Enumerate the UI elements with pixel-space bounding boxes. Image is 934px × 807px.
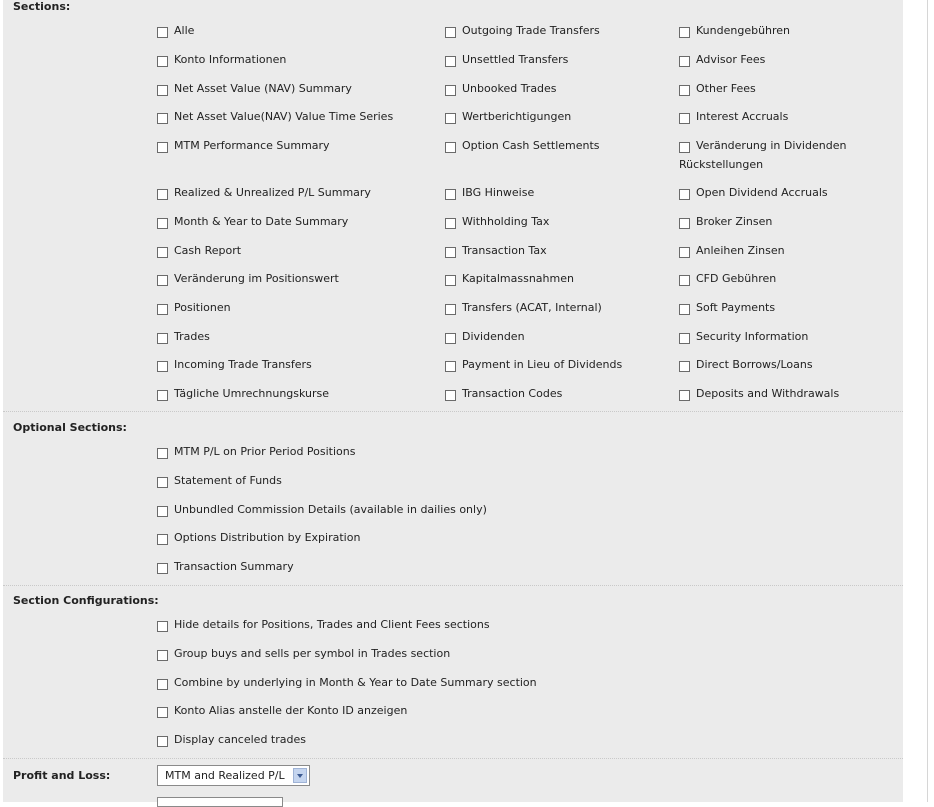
checkbox[interactable] <box>157 85 168 96</box>
checkbox-label[interactable]: Display canceled trades <box>174 733 306 746</box>
checkbox-label[interactable]: Cash Report <box>174 244 242 257</box>
checkbox-label[interactable]: Wertberichtigungen <box>462 110 572 123</box>
checkbox-label[interactable]: Advisor Fees <box>696 53 766 66</box>
checkbox[interactable] <box>445 361 456 372</box>
checkbox-label[interactable]: Konto Informationen <box>174 53 287 66</box>
checkbox[interactable] <box>157 621 168 632</box>
checkbox[interactable] <box>679 218 690 229</box>
checkbox[interactable] <box>679 113 690 124</box>
profit-and-loss-selected-value: MTM and Realized P/L <box>165 769 285 782</box>
checkbox-label[interactable]: Incoming Trade Transfers <box>174 358 312 371</box>
checkbox-label[interactable]: Statement of Funds <box>174 474 282 487</box>
checkbox-label[interactable]: Deposits and Withdrawals <box>696 387 840 400</box>
checkbox[interactable] <box>157 448 168 459</box>
checkbox[interactable] <box>157 218 168 229</box>
checkbox[interactable] <box>157 56 168 67</box>
checkbox-label[interactable]: Unsettled Transfers <box>462 53 569 66</box>
checkbox-label[interactable]: Alle <box>174 24 195 37</box>
checkbox[interactable] <box>679 56 690 67</box>
checkbox-label[interactable]: Konto Alias anstelle der Konto ID anzeigen <box>174 704 408 717</box>
checkbox-label[interactable]: Transfers (ACAT, Internal) <box>462 301 602 314</box>
checkbox-label[interactable]: Hide details for Positions, Trades and Client Fees sections <box>174 618 490 631</box>
checkbox[interactable] <box>445 27 456 38</box>
checkbox[interactable] <box>679 27 690 38</box>
checkbox-label[interactable]: Transaction Tax <box>462 244 547 257</box>
checkbox[interactable] <box>445 142 456 153</box>
checkbox-label[interactable]: Net Asset Value(NAV) Value Time Series <box>174 110 394 123</box>
checkbox[interactable] <box>679 333 690 344</box>
checkbox-label[interactable]: Anleihen Zinsen <box>696 244 785 257</box>
checkbox[interactable] <box>157 361 168 372</box>
checkbox-label[interactable]: Kapitalmassnahmen <box>462 272 574 285</box>
checkbox[interactable] <box>157 679 168 690</box>
checkbox[interactable] <box>445 304 456 315</box>
checkbox[interactable] <box>157 142 168 153</box>
checkbox-label[interactable]: Interest Accruals <box>696 110 789 123</box>
checkbox-label[interactable]: Broker Zinsen <box>696 215 773 228</box>
checkbox[interactable] <box>157 247 168 258</box>
checkbox[interactable] <box>157 304 168 315</box>
checkbox[interactable] <box>679 275 690 286</box>
scrollbar-edge <box>927 0 928 802</box>
checkbox-label[interactable]: CFD Gebühren <box>696 272 777 285</box>
checkbox-label[interactable]: Outgoing Trade Transfers <box>462 24 600 37</box>
checkbox[interactable] <box>157 27 168 38</box>
checkbox[interactable] <box>445 333 456 344</box>
optional-sections-title: Optional Sections: <box>13 421 127 434</box>
profit-and-loss-select[interactable] <box>157 765 310 786</box>
checkbox-label[interactable]: Group buys and sells per symbol in Trades section <box>174 647 451 660</box>
checkbox[interactable] <box>157 707 168 718</box>
checkbox-label[interactable]: Tägliche Umrechnungskurse <box>174 387 330 400</box>
checkbox-label[interactable]: Month & Year to Date Summary <box>174 215 349 228</box>
divider <box>3 411 903 412</box>
checkbox[interactable] <box>157 477 168 488</box>
checkbox-label[interactable]: Payment in Lieu of Dividends <box>462 358 623 371</box>
checkbox[interactable] <box>679 390 690 401</box>
checkbox[interactable] <box>157 736 168 747</box>
checkbox-label[interactable]: Positionen <box>174 301 231 314</box>
checkbox[interactable] <box>445 275 456 286</box>
checkbox[interactable] <box>157 650 168 661</box>
checkbox[interactable] <box>445 218 456 229</box>
checkbox[interactable] <box>679 247 690 258</box>
section-configurations-title: Section Configurations: <box>13 594 159 607</box>
checkbox[interactable] <box>679 85 690 96</box>
next-select[interactable] <box>157 797 283 807</box>
checkbox[interactable] <box>445 247 456 258</box>
checkbox[interactable] <box>157 275 168 286</box>
checkbox[interactable] <box>157 333 168 344</box>
checkbox[interactable] <box>445 56 456 67</box>
checkbox-label[interactable]: Transaction Summary <box>174 560 294 573</box>
checkbox-label[interactable]: Net Asset Value (NAV) Summary <box>174 82 352 95</box>
checkbox-label[interactable]: Unbundled Commission Details (available in dailies only) <box>174 503 487 516</box>
profit-and-loss-label: Profit and Loss: <box>13 769 111 782</box>
checkbox[interactable] <box>157 563 168 574</box>
checkbox[interactable] <box>679 361 690 372</box>
checkbox[interactable] <box>679 189 690 200</box>
checkbox[interactable] <box>445 85 456 96</box>
checkbox-label[interactable]: Security Information <box>696 330 809 343</box>
checkbox-label[interactable]: Options Distribution by Expiration <box>174 531 361 544</box>
checkbox-label[interactable]: Withholding Tax <box>462 215 550 228</box>
checkbox[interactable] <box>157 189 168 200</box>
checkbox[interactable] <box>445 113 456 124</box>
checkbox[interactable] <box>445 189 456 200</box>
checkbox-label[interactable]: MTM P/L on Prior Period Positions <box>174 445 356 458</box>
divider <box>3 758 903 759</box>
checkbox-label[interactable]: Trades <box>174 330 210 343</box>
checkbox-label[interactable]: Soft Payments <box>696 301 776 314</box>
checkbox-label[interactable]: MTM Performance Summary <box>174 139 330 152</box>
checkbox-label[interactable]: IBG Hinweise <box>462 186 535 199</box>
checkbox[interactable] <box>157 534 168 545</box>
checkbox-label[interactable]: Direct Borrows/Loans <box>696 358 813 371</box>
chevron-down-icon[interactable] <box>293 768 307 783</box>
checkbox[interactable] <box>157 390 168 401</box>
checkbox[interactable] <box>157 506 168 517</box>
checkbox-label[interactable]: Unbooked Trades <box>462 82 557 95</box>
checkbox-label[interactable]: Kundengebühren <box>696 24 791 37</box>
checkbox[interactable] <box>157 113 168 124</box>
checkbox-label[interactable]: Option Cash Settlements <box>462 139 600 152</box>
checkbox-label[interactable]: Transaction Codes <box>462 387 563 400</box>
checkbox-label[interactable]: Dividenden <box>462 330 525 343</box>
checkbox[interactable] <box>679 304 690 315</box>
checkbox[interactable] <box>445 390 456 401</box>
checkbox-label[interactable]: Veränderung in Dividenden Rückstellungen <box>679 139 847 171</box>
sections-title: Sections: <box>13 0 71 13</box>
checkbox-label[interactable]: Open Dividend Accruals <box>696 186 828 199</box>
checkbox-label[interactable]: Veränderung im Positionswert <box>174 272 339 285</box>
checkbox-label[interactable]: Combine by underlying in Month & Year to Date Summary section <box>174 676 537 689</box>
checkbox-label[interactable]: Realized & Unrealized P/L Summary <box>174 186 371 199</box>
divider <box>3 585 903 586</box>
checkbox-label[interactable]: Other Fees <box>696 82 756 95</box>
